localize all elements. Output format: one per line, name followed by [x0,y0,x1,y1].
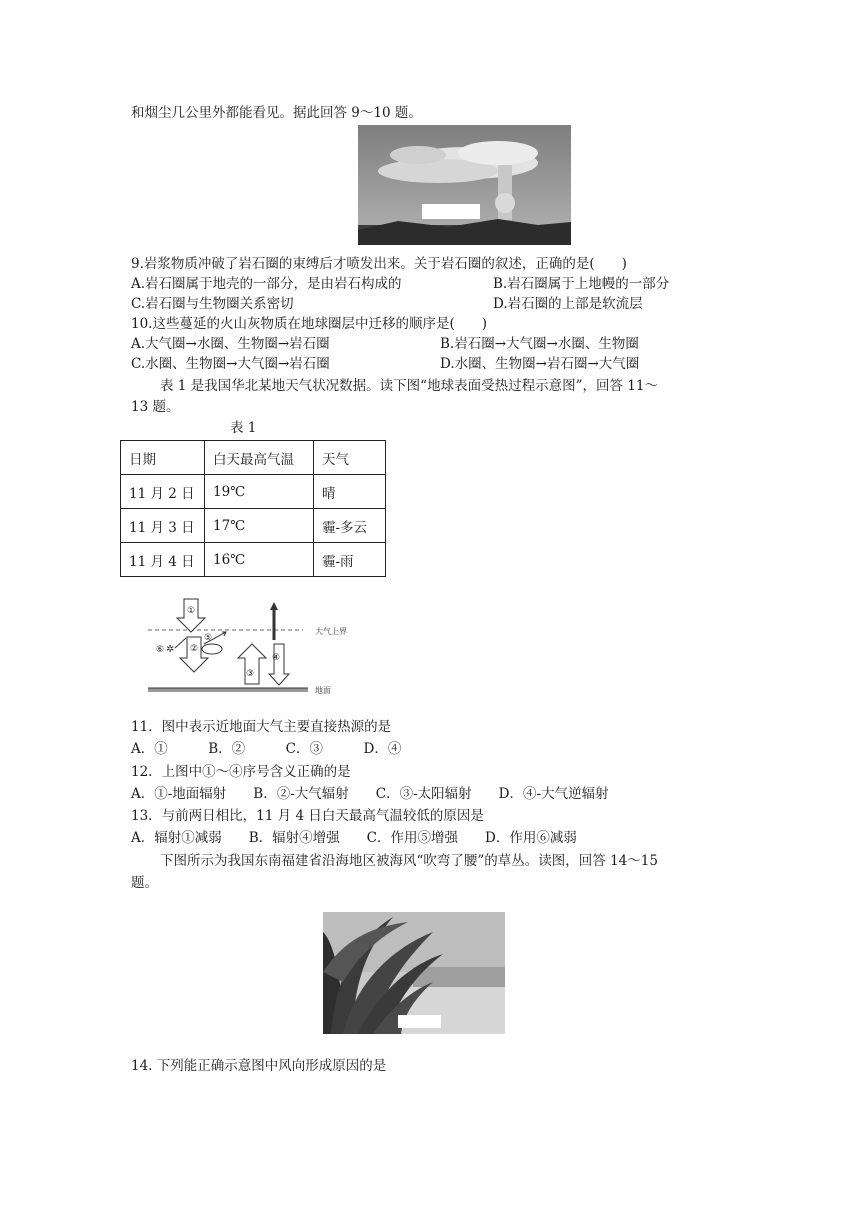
q10-stem: 10.这些蔓延的火山灰物质在地球圈层中迁移的顺序是( ) [131,316,488,332]
scatter-icon: ✲ [166,644,175,655]
table-header-cell: 天气 [314,441,386,475]
q12-stem: 12．上图中①～④序号含义正确的是 [131,764,351,780]
table-header-row [121,441,386,475]
intro-line: 和烟尘几公里外都能看见。据此回答 9～10 题。 [131,105,422,121]
q9-option-d: D.岩石圈的上部是软流层 [493,296,643,312]
table-cell: 霾-雨 [314,543,386,577]
q9-stem: 9.岩浆物质冲破了岩石圈的束缚后才喷发出来。关于岩石圈的叙述，正确的是( ) [131,256,627,272]
q10-option-d: D.水圈、生物圈→岩石圈→大气圈 [440,356,640,372]
q13-options: A．辐射①减弱 B．辐射④增强 C．作用⑤增强 D．作用⑥减弱 [131,830,577,846]
table-header-cell: 日期 [121,441,205,475]
passage3-line2: 题。 [131,875,158,891]
ground-label: 地面 [315,686,331,695]
weather-table [120,440,386,577]
marker-6: ⑥ [156,645,165,655]
q10-option-a: A.大气圈→水圈、生物圈→岩石圈 [131,336,330,352]
q9-option-a: A.岩石圈属于地壳的一部分，是由岩石构成的 [131,276,402,292]
q13-stem: 13．与前两日相比，11 月 4 日白天最高气温较低的原因是 [131,808,484,824]
table-caption: 表 1 [230,420,257,436]
ground-surface [148,688,308,692]
q11-stem: 11．图中表示近地面大气主要直接热源的是 [131,719,392,735]
marker-2: ② [190,644,199,654]
q9-option-b: B.岩石圈属于上地幔的一部分 [493,276,670,292]
passage2-line2: 13 题。 [131,399,180,415]
table-cell: 16℃ [205,543,314,577]
marker-4: ④ [272,653,281,663]
table-cell: 霾-多云 [314,509,386,543]
atmos-top-label: 大气上界 [315,627,347,636]
q12-options: A．①-地面辐射 B．②-大气辐射 C．③-太阳辐射 D．④-大气逆辐射 [131,786,609,802]
volcano-photo [358,125,571,245]
q14-stem: 14. 下列能正确示意图中风向形成原因的是 [131,1058,387,1074]
marker-3: ③ [246,669,255,679]
table-cell: 17℃ [205,509,314,543]
table-cell: 19℃ [205,475,314,509]
q10-option-b: B.岩石圈→大气圈→水圈、生物圈 [440,336,639,352]
q11-options: A．① B．② C．③ D．④ [131,741,402,757]
passage3-line1: 下图所示为我国东南福建省沿海地区被海风“吹弯了腰”的草丛。读图，回答 14～15 [160,853,658,869]
marker-1: ① [187,606,196,616]
grass-photo [323,912,505,1034]
counter-radiation-arrow [269,644,289,685]
q10-option-c: C.水圈、生物圈→大气圈→岩石圈 [131,356,330,372]
table-cell: 11 月 2 日 [121,475,205,509]
table-cell: 11 月 3 日 [121,509,205,543]
table-cell: 晴 [314,475,386,509]
heating-diagram [148,596,358,698]
table-header-cell: 白天最高气温 [205,441,314,475]
q9-option-c: C.岩石圈与生物圈关系密切 [131,296,294,312]
passage2-line1: 表 1 是我国华北某地天气状况数据。读下图“地球表面受热过程示意图”，回答 11～ [160,378,658,394]
table-cell: 11 月 4 日 [121,543,205,577]
table-row [121,475,386,509]
table-row [121,543,386,577]
table-row [121,509,386,543]
cloud-icon [202,644,222,654]
marker-5: ⑤ [204,633,213,643]
